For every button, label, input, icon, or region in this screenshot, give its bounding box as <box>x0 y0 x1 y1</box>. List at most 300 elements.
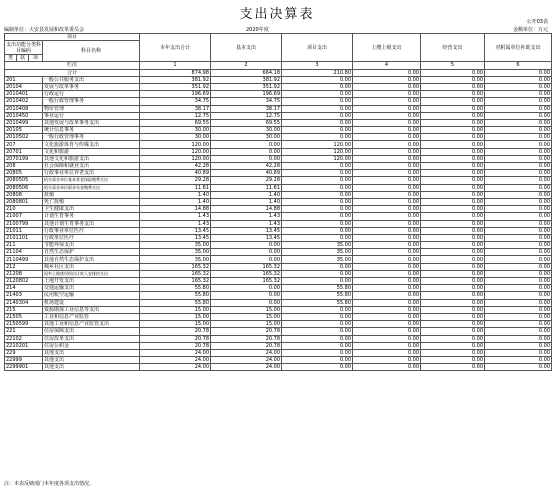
row-value-col-4: 0.00 <box>353 105 421 112</box>
row-code: 2010502 <box>5 134 43 141</box>
table-row <box>5 134 552 141</box>
row-value-col-5: 0.00 <box>421 213 485 220</box>
row-value-col-2: 20.78 <box>211 335 282 342</box>
row-subject-name: 一般公共服务支出 <box>43 76 140 83</box>
row-code: 20105 <box>5 127 43 134</box>
row-value-col-5: 0.00 <box>421 364 485 371</box>
table-row <box>5 184 552 191</box>
header-col-6: 对附属单位补助支出 <box>485 34 552 62</box>
row-value-col-5: 0.00 <box>421 234 485 241</box>
row-value-col-3: 0.00 <box>282 119 353 126</box>
row-value-col-2: 40.89 <box>211 170 282 177</box>
row-value-col-6: 0.00 <box>485 119 552 126</box>
row-value-col-5: 0.00 <box>421 98 485 105</box>
row-code: 21505 <box>5 313 43 320</box>
row-subject-name: 行政运行 <box>43 91 140 98</box>
row-value-col-6: 0.00 <box>485 177 552 184</box>
row-value-col-1: 30.00 <box>140 134 211 141</box>
row-value-col-1: 14.88 <box>140 206 211 213</box>
table-row <box>5 119 552 126</box>
row-value-col-3: 55.80 <box>282 285 353 292</box>
row-value-col-1: 13.45 <box>140 234 211 241</box>
row-subject-name: 行政单位医疗 <box>43 234 140 241</box>
row-value-col-4: 0.00 <box>353 98 421 105</box>
header-lanci: 栏次 <box>5 62 140 69</box>
row-value-col-6: 0.00 <box>485 349 552 356</box>
row-value-col-2: 14.88 <box>211 206 282 213</box>
table-row <box>5 206 552 213</box>
row-value-col-5: 0.00 <box>421 134 485 141</box>
row-value-col-4: 0.00 <box>353 141 421 148</box>
row-value-col-6: 0.00 <box>485 299 552 306</box>
row-value-col-2: 24.00 <box>211 357 282 364</box>
table-row <box>5 112 552 119</box>
row-value-col-3: 35.00 <box>282 256 353 263</box>
row-value-col-4: 0.00 <box>353 364 421 371</box>
row-value-col-3: 0.00 <box>282 76 353 83</box>
row-value-col-6: 0.00 <box>485 234 552 241</box>
row-code: 2140304 <box>5 299 43 306</box>
row-value-col-2: 0.00 <box>211 155 282 162</box>
row-value-col-4: 0.00 <box>353 270 421 277</box>
row-value-col-5: 0.00 <box>421 242 485 249</box>
col-num-6: 6 <box>485 62 552 69</box>
row-subject-name: 土地开发支出 <box>43 278 140 285</box>
row-value-col-1: 1.43 <box>140 213 211 220</box>
table-row <box>5 83 552 90</box>
row-value-col-2: 24.00 <box>211 364 282 371</box>
row-value-col-3: 120.00 <box>282 148 353 155</box>
row-subject-name: 事业运行 <box>43 112 140 119</box>
row-subject-name: 城乡社区支出 <box>43 263 140 270</box>
row-value-col-3: 0.00 <box>282 134 353 141</box>
expenditure-table <box>4 33 552 371</box>
row-value-col-1: 55.80 <box>140 285 211 292</box>
row-value-col-4: 0.00 <box>353 134 421 141</box>
total-col-4: 0.00 <box>353 69 421 76</box>
row-code: 21208 <box>5 270 43 277</box>
row-value-col-3: 0.00 <box>282 263 353 270</box>
compiling-unit: 编制单位：大安县发展和改革委员会 <box>4 27 85 33</box>
row-value-col-3: 0.00 <box>282 98 353 105</box>
row-code: 2120802 <box>5 278 43 285</box>
row-value-col-3: 0.00 <box>282 213 353 220</box>
row-code: 214 <box>5 285 43 292</box>
table-row <box>5 155 552 162</box>
row-value-col-1: 13.45 <box>140 227 211 234</box>
row-value-col-5: 0.00 <box>421 263 485 270</box>
row-value-col-6: 0.00 <box>485 227 552 234</box>
row-value-col-2: 11.61 <box>211 184 282 191</box>
table-row <box>5 313 552 320</box>
row-value-col-1: 381.92 <box>140 76 211 83</box>
row-value-col-6: 0.00 <box>485 91 552 98</box>
row-subject-name: 文化和旅游 <box>43 148 140 155</box>
table-row <box>5 163 552 170</box>
money-unit: 金额单位：万元 <box>512 27 548 33</box>
row-value-col-4: 0.00 <box>353 119 421 126</box>
row-value-col-1: 30.00 <box>140 127 211 134</box>
row-code: 2101101 <box>5 234 43 241</box>
row-code: 210 <box>5 206 43 213</box>
row-value-col-3: 0.00 <box>282 349 353 356</box>
table-row <box>5 285 552 292</box>
row-value-col-6: 0.00 <box>485 206 552 213</box>
row-value-col-2: 30.00 <box>211 127 282 134</box>
row-code: 22999 <box>5 357 43 364</box>
table-row <box>5 76 552 83</box>
row-value-col-2: 196.69 <box>211 91 282 98</box>
row-value-col-2: 13.45 <box>211 234 282 241</box>
row-subject-name: 机关事业单位职业年金缴费支出 <box>43 184 140 191</box>
row-subject-name: 行政事业单位养老支出 <box>43 170 140 177</box>
row-value-col-6: 0.00 <box>485 313 552 320</box>
row-value-col-5: 0.00 <box>421 191 485 198</box>
row-value-col-3: 0.00 <box>282 335 353 342</box>
row-subject-name: 社会保障和就业支出 <box>43 163 140 170</box>
row-value-col-6: 0.00 <box>485 335 552 342</box>
row-code: 21104 <box>5 249 43 256</box>
row-value-col-5: 0.00 <box>421 278 485 285</box>
row-value-col-2: 0.00 <box>211 299 282 306</box>
header-col-4: 上缴上级支出 <box>353 34 421 62</box>
row-subject-name: 住房公积金 <box>43 342 140 349</box>
row-value-col-6: 0.00 <box>485 357 552 364</box>
row-code: 2100799 <box>5 220 43 227</box>
row-value-col-2: 0.00 <box>211 285 282 292</box>
row-value-col-5: 0.00 <box>421 335 485 342</box>
row-subject-name: 发展与改革事务 <box>43 83 140 90</box>
header-func-code: 支出功能分类科目编码 <box>6 41 42 54</box>
row-value-col-3: 0.00 <box>282 127 353 134</box>
row-value-col-4: 0.00 <box>353 220 421 227</box>
row-subject-name: 其他文化和旅游支出 <box>43 155 140 162</box>
row-value-col-1: 24.00 <box>140 357 211 364</box>
row-value-col-6: 0.00 <box>485 98 552 105</box>
row-value-col-3: 35.00 <box>282 242 353 249</box>
row-value-col-1: 35.00 <box>140 256 211 263</box>
row-value-col-3: 0.00 <box>282 270 353 277</box>
table-row <box>5 249 552 256</box>
row-value-col-6: 0.00 <box>485 364 552 371</box>
total-label: 合计 <box>5 69 140 76</box>
row-value-col-2: 0.00 <box>211 141 282 148</box>
row-subject-name: 其他自然生态保护支出 <box>43 256 140 263</box>
row-value-col-4: 0.00 <box>353 91 421 98</box>
table-row <box>5 177 552 184</box>
table-row <box>5 335 552 342</box>
row-value-col-5: 0.00 <box>421 141 485 148</box>
row-code: 208 <box>5 163 43 170</box>
row-value-col-5: 0.00 <box>421 177 485 184</box>
row-value-col-6: 0.00 <box>485 127 552 134</box>
row-value-col-5: 0.00 <box>421 328 485 335</box>
row-value-col-1: 29.28 <box>140 177 211 184</box>
row-value-col-6: 0.00 <box>485 328 552 335</box>
row-value-col-4: 0.00 <box>353 155 421 162</box>
row-subject-name: 住房改革支出 <box>43 335 140 342</box>
row-value-col-6: 0.00 <box>485 321 552 328</box>
row-value-col-1: 1.40 <box>140 191 211 198</box>
row-value-col-2: 0.00 <box>211 292 282 299</box>
row-code: 2080801 <box>5 198 43 205</box>
row-value-col-6: 0.00 <box>485 249 552 256</box>
row-value-col-2: 1.40 <box>211 198 282 205</box>
col-num-3: 3 <box>282 62 353 69</box>
row-value-col-4: 0.00 <box>353 163 421 170</box>
table-row <box>5 357 552 364</box>
row-value-col-3: 0.00 <box>282 328 353 335</box>
row-code: 2150599 <box>5 321 43 328</box>
row-value-col-4: 0.00 <box>353 148 421 155</box>
row-value-col-1: 35.00 <box>140 249 211 256</box>
row-code: 207 <box>5 141 43 148</box>
row-value-col-5: 0.00 <box>421 313 485 320</box>
row-value-col-4: 0.00 <box>353 299 421 306</box>
row-value-col-3: 0.00 <box>282 357 353 364</box>
row-code: 2010499 <box>5 119 43 126</box>
row-value-col-1: 15.00 <box>140 306 211 313</box>
table-body <box>5 76 552 371</box>
row-value-col-1: 11.61 <box>140 184 211 191</box>
row-value-col-2: 1.43 <box>211 213 282 220</box>
row-value-col-2: 20.78 <box>211 328 282 335</box>
row-value-col-4: 0.00 <box>353 342 421 349</box>
table-row <box>5 342 552 349</box>
row-value-col-5: 0.00 <box>421 285 485 292</box>
row-subject-name: 其他支出 <box>43 364 140 371</box>
row-value-col-2: 12.75 <box>211 112 282 119</box>
col-num-2: 2 <box>211 62 282 69</box>
row-value-col-6: 0.00 <box>485 242 552 249</box>
row-value-col-5: 0.00 <box>421 299 485 306</box>
row-subject-name: 卫生健康支出 <box>43 206 140 213</box>
header-col-2: 基本支出 <box>211 34 282 62</box>
row-code: 21007 <box>5 213 43 220</box>
row-value-col-6: 0.00 <box>485 278 552 285</box>
table-row <box>5 256 552 263</box>
table-row <box>5 349 552 356</box>
row-code: 229 <box>5 349 43 356</box>
row-value-col-4: 0.00 <box>353 349 421 356</box>
row-value-col-3: 0.00 <box>282 321 353 328</box>
table-row <box>5 306 552 313</box>
row-value-col-2: 15.00 <box>211 321 282 328</box>
header-subject-name: 科目名称 <box>43 41 140 62</box>
row-value-col-4: 0.00 <box>353 76 421 83</box>
row-value-col-5: 0.00 <box>421 83 485 90</box>
row-value-col-1: 165.32 <box>140 270 211 277</box>
row-value-col-6: 0.00 <box>485 191 552 198</box>
row-code: 20701 <box>5 148 43 155</box>
row-value-col-4: 0.00 <box>353 285 421 292</box>
table-row <box>5 220 552 227</box>
footnote: 注：本表反映部门本年度各项支出情况。 <box>4 481 95 487</box>
report-year: 2020年度 <box>246 27 269 33</box>
row-value-col-1: 35.00 <box>140 242 211 249</box>
table-row <box>5 278 552 285</box>
row-value-col-2: 0.00 <box>211 148 282 155</box>
total-col-6: 0.00 <box>485 69 552 76</box>
row-value-col-5: 0.00 <box>421 148 485 155</box>
table-row <box>5 105 552 112</box>
row-value-col-5: 0.00 <box>421 105 485 112</box>
row-value-col-2: 0.00 <box>211 249 282 256</box>
row-code: 201 <box>5 76 43 83</box>
row-subject-name: 其他发展与改革事务支出 <box>43 119 140 126</box>
row-value-col-3: 55.80 <box>282 299 353 306</box>
table-row <box>5 270 552 277</box>
row-value-col-1: 20.78 <box>140 335 211 342</box>
row-value-col-5: 0.00 <box>421 127 485 134</box>
row-value-col-4: 0.00 <box>353 306 421 313</box>
row-value-col-6: 0.00 <box>485 292 552 299</box>
row-value-col-5: 0.00 <box>421 306 485 313</box>
row-value-col-1: 20.78 <box>140 328 211 335</box>
row-subject-name: 其他支出 <box>43 357 140 364</box>
row-subject-name: 资源勘探工业信息等支出 <box>43 306 140 313</box>
row-value-col-1: 120.00 <box>140 148 211 155</box>
row-value-col-4: 0.00 <box>353 227 421 234</box>
total-col-3: 210.80 <box>282 69 353 76</box>
table-row <box>5 213 552 220</box>
row-value-col-5: 0.00 <box>421 227 485 234</box>
row-value-col-5: 0.00 <box>421 256 485 263</box>
row-value-col-6: 0.00 <box>485 306 552 313</box>
row-code: 221 <box>5 328 43 335</box>
header-project: 项目 <box>5 34 140 41</box>
row-code: 20805 <box>5 170 43 177</box>
row-value-col-6: 0.00 <box>485 213 552 220</box>
row-value-col-5: 0.00 <box>421 220 485 227</box>
row-value-col-6: 0.00 <box>485 184 552 191</box>
row-value-col-1: 165.32 <box>140 263 211 270</box>
row-value-col-1: 42.28 <box>140 163 211 170</box>
report-meta <box>4 26 550 33</box>
page-title: 支出决算表 <box>239 7 315 22</box>
row-value-col-2: 165.32 <box>211 278 282 285</box>
row-code: 215 <box>5 306 43 313</box>
row-code: 20808 <box>5 191 43 198</box>
row-value-col-2: 29.28 <box>211 177 282 184</box>
row-value-col-4: 0.00 <box>353 234 421 241</box>
row-value-col-6: 0.00 <box>485 198 552 205</box>
row-value-col-5: 0.00 <box>421 270 485 277</box>
row-value-col-1: 34.75 <box>140 98 211 105</box>
table-row <box>5 234 552 241</box>
row-value-col-3: 120.00 <box>282 155 353 162</box>
total-col-2: 664.18 <box>211 69 282 76</box>
row-value-col-6: 0.00 <box>485 342 552 349</box>
row-value-col-3: 0.00 <box>282 191 353 198</box>
row-value-col-5: 0.00 <box>421 170 485 177</box>
row-value-col-3: 0.00 <box>282 83 353 90</box>
row-value-col-2: 0.00 <box>211 256 282 263</box>
row-value-col-3: 55.80 <box>282 292 353 299</box>
row-subject-name: 其他计划生育事务支出 <box>43 220 140 227</box>
row-subject-name: 其他工业和信息产业监管支出 <box>43 321 140 328</box>
row-value-col-3: 0.00 <box>282 112 353 119</box>
row-value-col-6: 0.00 <box>485 270 552 277</box>
header-xiang: 项 <box>29 55 43 62</box>
row-subject-name: 死亡抚恤 <box>43 198 140 205</box>
row-value-col-1: 12.75 <box>140 112 211 119</box>
row-subject-name: 其他支出 <box>43 349 140 356</box>
row-value-col-5: 0.00 <box>421 119 485 126</box>
row-value-col-4: 0.00 <box>353 278 421 285</box>
row-value-col-5: 0.00 <box>421 184 485 191</box>
row-value-col-1: 69.55 <box>140 119 211 126</box>
row-subject-name: 一般行政管理事务 <box>43 98 140 105</box>
row-value-col-4: 0.00 <box>353 213 421 220</box>
row-value-col-4: 0.00 <box>353 256 421 263</box>
table-row <box>5 227 552 234</box>
row-value-col-3: 0.00 <box>282 170 353 177</box>
row-value-col-3: 0.00 <box>282 91 353 98</box>
row-value-col-1: 15.00 <box>140 313 211 320</box>
row-value-col-5: 0.00 <box>421 349 485 356</box>
table-row <box>5 141 552 148</box>
row-value-col-6: 0.00 <box>485 170 552 177</box>
table-row <box>5 91 552 98</box>
row-value-col-6: 0.00 <box>485 220 552 227</box>
row-subject-name: 工业和信息产业监管 <box>43 313 140 320</box>
table-row <box>5 364 552 371</box>
row-value-col-4: 0.00 <box>353 328 421 335</box>
row-value-col-4: 0.00 <box>353 292 421 299</box>
row-value-col-2: 165.32 <box>211 263 282 270</box>
row-value-col-1: 120.00 <box>140 141 211 148</box>
row-code: 2080505 <box>5 177 43 184</box>
row-value-col-3: 0.00 <box>282 198 353 205</box>
col-num-5: 5 <box>421 62 485 69</box>
row-subject-name: 机场建设 <box>43 299 140 306</box>
row-value-col-6: 0.00 <box>485 134 552 141</box>
table-row <box>5 263 552 270</box>
row-subject-name: 住房保障支出 <box>43 328 140 335</box>
table-row <box>5 191 552 198</box>
row-subject-name: 节能环保支出 <box>43 242 140 249</box>
table-row <box>5 198 552 205</box>
row-value-col-1: 38.17 <box>140 105 211 112</box>
row-value-col-4: 0.00 <box>353 206 421 213</box>
row-value-col-4: 0.00 <box>353 83 421 90</box>
row-value-col-4: 0.00 <box>353 198 421 205</box>
table-row <box>5 321 552 328</box>
row-value-col-1: 351.92 <box>140 83 211 90</box>
row-value-col-5: 0.00 <box>421 76 485 83</box>
row-code: 2210201 <box>5 342 43 349</box>
row-value-col-3: 0.00 <box>282 184 353 191</box>
row-subject-name: 一般行政管理事务 <box>43 134 140 141</box>
row-value-col-1: 1.40 <box>140 198 211 205</box>
col-num-1: 1 <box>140 62 211 69</box>
row-subject-name: 国有土地使用权出让收入安排的支出 <box>43 270 140 277</box>
row-value-col-1: 24.00 <box>140 349 211 356</box>
row-value-col-6: 0.00 <box>485 76 552 83</box>
table-row <box>5 98 552 105</box>
table-row <box>5 148 552 155</box>
row-value-col-3: 0.00 <box>282 306 353 313</box>
row-value-col-4: 0.00 <box>353 170 421 177</box>
row-code: 2299901 <box>5 364 43 371</box>
row-value-col-6: 0.00 <box>485 285 552 292</box>
table-row <box>5 127 552 134</box>
row-value-col-4: 0.00 <box>353 321 421 328</box>
table-row <box>5 170 552 177</box>
row-value-col-6: 0.00 <box>485 263 552 270</box>
row-value-col-3: 0.00 <box>282 364 353 371</box>
